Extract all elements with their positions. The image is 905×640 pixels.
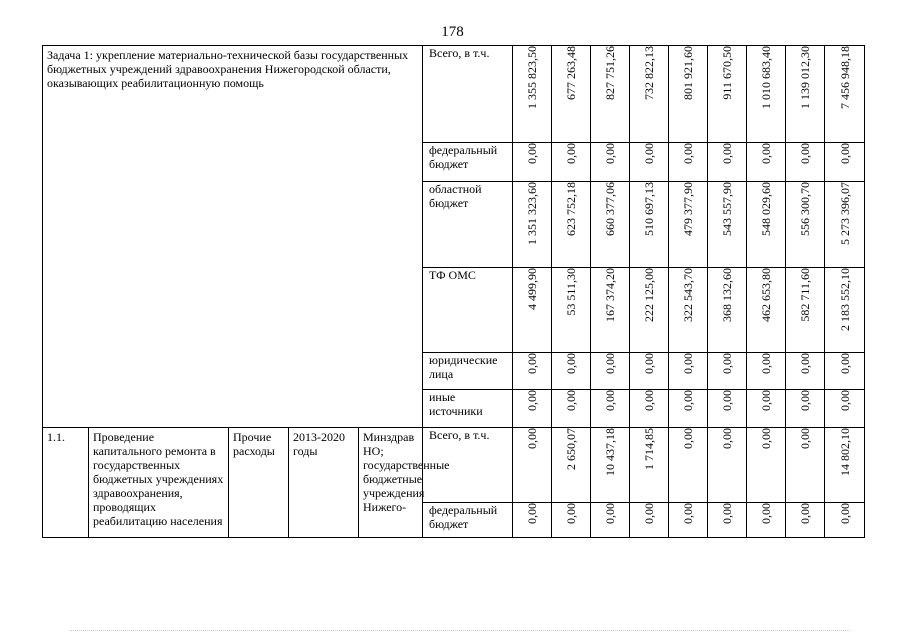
value-cell bbox=[552, 353, 591, 390]
value-cell bbox=[552, 503, 591, 538]
value-text: 0,00 bbox=[720, 390, 734, 411]
value-cell bbox=[552, 46, 591, 143]
value-text: 0,00 bbox=[525, 353, 539, 374]
value-cell bbox=[825, 143, 865, 182]
scan-noise bbox=[70, 630, 850, 631]
task-title: Задача 1: укрепление материально-технической базы государственных бюджетных учреждений здравоохранения Нижегородской области, оказывающих реабилитационную помощь bbox=[47, 48, 409, 90]
value-text: 0,00 bbox=[720, 143, 734, 164]
value-text: 0,00 bbox=[564, 390, 578, 411]
value-cell bbox=[786, 182, 825, 268]
value-cell bbox=[630, 268, 669, 353]
value-cell bbox=[630, 353, 669, 390]
value-text: 0,00 bbox=[798, 353, 812, 374]
value-cell bbox=[786, 390, 825, 428]
value-text: 0,00 bbox=[798, 503, 812, 524]
row-label: ТФ ОМС bbox=[429, 268, 476, 282]
value-cell bbox=[669, 143, 708, 182]
row-label-cell bbox=[423, 46, 513, 143]
value-cell bbox=[591, 353, 630, 390]
row-label-cell bbox=[423, 390, 513, 428]
value-cell bbox=[786, 428, 825, 503]
value-cell bbox=[786, 503, 825, 538]
value-cell bbox=[708, 428, 747, 503]
value-cell bbox=[591, 46, 630, 143]
value-cell bbox=[552, 428, 591, 503]
value-text: 0,00 bbox=[798, 390, 812, 411]
item-name-cell bbox=[89, 428, 229, 538]
value-text: 0,00 bbox=[525, 390, 539, 411]
value-cell bbox=[630, 503, 669, 538]
value-cell bbox=[747, 268, 786, 353]
value-text: 0,00 bbox=[681, 503, 695, 524]
value-text: 1 139 012,30 bbox=[798, 46, 812, 109]
item-executor-cell bbox=[359, 428, 450, 538]
table-row bbox=[43, 46, 865, 143]
value-cell bbox=[708, 503, 747, 538]
value-text: 0,00 bbox=[564, 143, 578, 164]
value-cell bbox=[513, 390, 552, 428]
value-cell bbox=[669, 503, 708, 538]
value-text: 53 511,30 bbox=[564, 268, 578, 316]
value-text: 1 355 823,50 bbox=[525, 46, 539, 109]
value-text: 0,00 bbox=[681, 428, 695, 449]
row-label: областной бюджет bbox=[429, 182, 482, 210]
value-cell bbox=[669, 390, 708, 428]
value-cell bbox=[669, 46, 708, 143]
value-text: 0,00 bbox=[525, 143, 539, 164]
value-cell bbox=[747, 390, 786, 428]
value-cell bbox=[708, 46, 747, 143]
value-cell bbox=[825, 428, 865, 503]
value-text: 0,00 bbox=[681, 353, 695, 374]
table-row bbox=[43, 428, 865, 503]
value-text: 0,00 bbox=[798, 428, 812, 449]
value-text: 0,00 bbox=[837, 503, 852, 524]
value-cell bbox=[825, 503, 865, 538]
value-cell bbox=[825, 353, 865, 390]
value-cell bbox=[747, 353, 786, 390]
value-text: 0,00 bbox=[603, 390, 617, 411]
value-cell bbox=[513, 46, 552, 143]
value-text: 14 802,10 bbox=[837, 428, 852, 476]
row-label: Всего, в т.ч. bbox=[429, 46, 490, 60]
value-cell bbox=[630, 143, 669, 182]
value-text: 2 650,07 bbox=[564, 428, 578, 470]
row-label: юридические лица bbox=[429, 353, 498, 381]
item-cost-type: Прочие расходы bbox=[233, 430, 275, 458]
value-text: 801 921,60 bbox=[681, 46, 695, 100]
value-text: 4 499,90 bbox=[525, 268, 539, 310]
value-cell bbox=[591, 390, 630, 428]
row-label: иные источники bbox=[429, 390, 483, 418]
value-cell bbox=[513, 503, 552, 538]
row-label: федеральный бюджет bbox=[429, 503, 498, 531]
value-cell bbox=[591, 182, 630, 268]
value-cell bbox=[708, 390, 747, 428]
value-cell bbox=[513, 143, 552, 182]
item-number-cell bbox=[43, 428, 89, 538]
value-cell bbox=[747, 182, 786, 268]
value-cell bbox=[825, 46, 865, 143]
value-text: 0,00 bbox=[720, 503, 734, 524]
item-cost-type-cell bbox=[229, 428, 289, 538]
value-text: 322 543,70 bbox=[681, 268, 695, 322]
row-label: федеральный бюджет bbox=[429, 143, 498, 171]
value-text: 0,00 bbox=[759, 390, 773, 411]
value-text: 827 751,26 bbox=[603, 46, 617, 100]
value-text: 0,00 bbox=[681, 390, 695, 411]
value-text: 167 374,20 bbox=[603, 268, 617, 322]
value-text: 677 263,48 bbox=[564, 46, 578, 100]
value-text: 0,00 bbox=[642, 390, 656, 411]
value-cell bbox=[591, 268, 630, 353]
item-period-cell bbox=[289, 428, 359, 538]
value-cell bbox=[786, 143, 825, 182]
value-cell bbox=[708, 268, 747, 353]
value-cell bbox=[513, 428, 552, 503]
table-body bbox=[43, 46, 865, 538]
value-cell bbox=[513, 182, 552, 268]
value-cell bbox=[825, 182, 865, 268]
row-label-cell bbox=[423, 182, 513, 268]
value-text: 582 711,60 bbox=[798, 268, 812, 322]
value-text: 0,00 bbox=[837, 143, 852, 164]
page-number: 178 bbox=[441, 24, 464, 40]
task-title-cell bbox=[43, 46, 423, 428]
value-cell bbox=[708, 353, 747, 390]
value-cell bbox=[786, 353, 825, 390]
item-name: Проведение капитального ремонта в государственных бюджетных учреждениях здравоохранения, проводящих реабилитацию населения bbox=[93, 430, 224, 528]
value-text: 5 273 396,07 bbox=[837, 182, 852, 245]
value-text: 0,00 bbox=[759, 503, 773, 524]
value-text: 0,00 bbox=[759, 143, 773, 164]
value-text: 0,00 bbox=[603, 503, 617, 524]
row-label: Всего, в т.ч. bbox=[429, 428, 490, 442]
value-text: 10 437,18 bbox=[603, 428, 617, 476]
value-text: 2 183 552,10 bbox=[837, 268, 852, 331]
value-text: 0,00 bbox=[720, 428, 734, 449]
value-text: 0,00 bbox=[681, 143, 695, 164]
value-cell bbox=[669, 182, 708, 268]
value-cell bbox=[747, 428, 786, 503]
value-text: 510 697,13 bbox=[642, 182, 656, 236]
item-executor: Минздрав НО; государственные бюджетные учреждения Нижего- bbox=[363, 430, 450, 514]
value-text: 0,00 bbox=[837, 353, 852, 374]
value-cell bbox=[786, 46, 825, 143]
value-text: 0,00 bbox=[642, 503, 656, 524]
value-text: 1 351 323,60 bbox=[525, 182, 539, 245]
value-text: 0,00 bbox=[837, 390, 852, 411]
value-cell bbox=[630, 428, 669, 503]
value-text: 0,00 bbox=[525, 503, 539, 524]
value-cell bbox=[708, 143, 747, 182]
value-text: 462 653,80 bbox=[759, 268, 773, 322]
value-text: 548 029,60 bbox=[759, 182, 773, 236]
value-cell bbox=[552, 182, 591, 268]
value-text: 0,00 bbox=[720, 353, 734, 374]
value-cell bbox=[747, 143, 786, 182]
value-cell bbox=[513, 353, 552, 390]
value-cell bbox=[552, 143, 591, 182]
value-text: 0,00 bbox=[564, 503, 578, 524]
value-text: 556 300,70 bbox=[798, 182, 812, 236]
value-cell bbox=[747, 503, 786, 538]
value-cell bbox=[786, 268, 825, 353]
value-cell bbox=[825, 390, 865, 428]
value-text: 0,00 bbox=[759, 353, 773, 374]
value-cell bbox=[630, 46, 669, 143]
row-label-cell bbox=[423, 143, 513, 182]
value-text: 0,00 bbox=[642, 143, 656, 164]
value-cell bbox=[552, 268, 591, 353]
value-cell bbox=[825, 268, 865, 353]
value-cell bbox=[552, 390, 591, 428]
value-text: 911 670,50 bbox=[720, 46, 734, 100]
value-text: 0,00 bbox=[798, 143, 812, 164]
value-text: 222 125,00 bbox=[642, 268, 656, 322]
value-cell bbox=[591, 503, 630, 538]
value-cell bbox=[591, 428, 630, 503]
value-cell bbox=[669, 428, 708, 503]
item-period: 2013-2020 годы bbox=[293, 430, 345, 458]
value-text: 0,00 bbox=[759, 428, 773, 449]
value-text: 0,00 bbox=[525, 428, 539, 449]
row-label-cell bbox=[423, 353, 513, 390]
value-cell bbox=[747, 46, 786, 143]
value-text: 368 132,60 bbox=[720, 268, 734, 322]
value-text: 660 377,06 bbox=[603, 182, 617, 236]
row-label-cell bbox=[423, 503, 513, 538]
value-text: 1 010 683,40 bbox=[759, 46, 773, 109]
value-cell bbox=[669, 268, 708, 353]
value-text: 543 557,90 bbox=[720, 182, 734, 236]
value-text: 479 377,90 bbox=[681, 182, 695, 236]
value-text: 0,00 bbox=[603, 353, 617, 374]
value-cell bbox=[708, 182, 747, 268]
value-text: 0,00 bbox=[564, 353, 578, 374]
value-text: 732 822,13 bbox=[642, 46, 656, 100]
budget-table bbox=[42, 45, 865, 538]
value-text: 623 752,18 bbox=[564, 182, 578, 236]
value-cell bbox=[513, 268, 552, 353]
item-number: 1.1. bbox=[47, 430, 65, 444]
value-text: 7 456 948,18 bbox=[837, 46, 852, 109]
value-cell bbox=[630, 390, 669, 428]
value-cell bbox=[669, 353, 708, 390]
row-label-cell bbox=[423, 268, 513, 353]
value-cell bbox=[630, 182, 669, 268]
value-text: 0,00 bbox=[603, 143, 617, 164]
value-text: 0,00 bbox=[642, 353, 656, 374]
value-cell bbox=[591, 143, 630, 182]
value-text: 1 714,85 bbox=[642, 428, 656, 470]
